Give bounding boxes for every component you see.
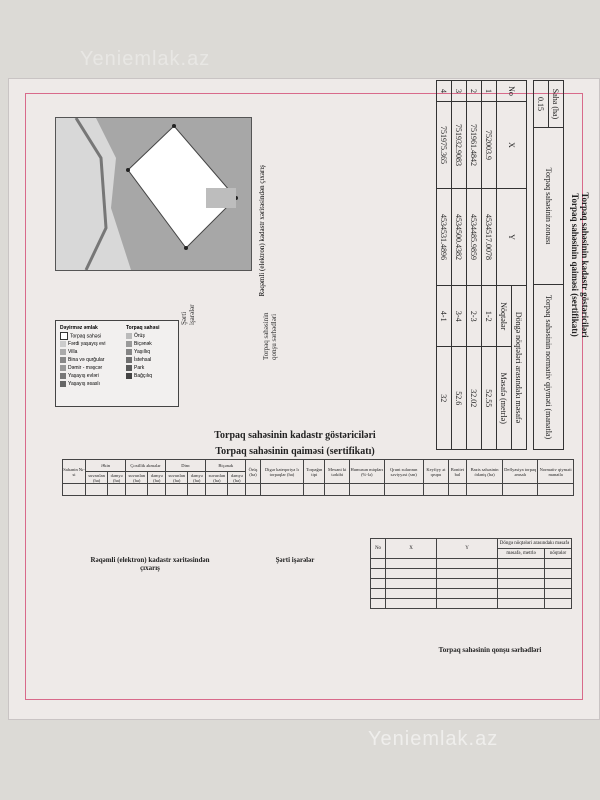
watermark-bottom: Yeniemlak.az — [368, 728, 499, 750]
rotated-title-1: Torpaq sahəsinin kadastr göstəriciləri — [580, 192, 590, 338]
legend-label: Örüş — [134, 333, 145, 339]
distance-header: Döngə nöqtələri arasındakı məsafə — [512, 286, 527, 450]
row-y: 4534485.9859 — [467, 189, 482, 286]
row-distance: 32.02 — [467, 347, 482, 450]
sub-irrigated: suvarılan (ha) — [166, 472, 188, 484]
row-no: 1 — [482, 81, 497, 102]
watermark-top: Yeniemlak.az — [80, 48, 211, 70]
legend-item — [60, 372, 106, 380]
turn-sub-distance: məsafə, metrlə — [498, 549, 545, 559]
legend-item — [60, 380, 106, 388]
row-points: 4-1 — [437, 286, 452, 347]
col-humus: Humusun miqdarı (%-lə) — [350, 460, 384, 484]
table-row — [482, 81, 497, 450]
legend-item — [126, 332, 160, 340]
distance-meters-header: Məsafə (metrlə) — [497, 347, 512, 450]
col-coxillik: Çoxillik əkmələr — [126, 460, 166, 472]
legend-item — [60, 348, 106, 356]
table-row — [371, 569, 572, 579]
col-basis: Bazis sahəsinin ödəniş (ha) — [466, 460, 502, 484]
col-bicenek: Biçənək — [206, 460, 246, 472]
row-y: 4534531.4896 — [437, 189, 452, 286]
legend-label: Bina və qurğular — [68, 357, 105, 364]
coordinates-table — [436, 80, 527, 450]
upright-title-2: Torpaq sahəsinin qaiməsi (sertifikatı) — [215, 446, 375, 457]
row-x: 751932.9083 — [452, 102, 467, 189]
col-quality: Keyfiyy ət qrupu — [423, 460, 448, 484]
row-distance: 32 — [437, 347, 452, 450]
legend-label: Fərdi yaşayış evi — [68, 341, 106, 348]
table-row — [63, 484, 574, 496]
table-row — [371, 589, 572, 599]
row-points: 2-3 — [467, 286, 482, 347]
sub-irrigated: suvarılan (ha) — [206, 472, 228, 484]
border-caption-rotated: Torpaq sahəsinin qonşu sərhədləri — [262, 312, 278, 360]
map-drawing — [56, 118, 251, 270]
col-dinc: Dinc — [166, 460, 206, 472]
legend-label: Dəmir - məşcər — [68, 365, 103, 372]
map-caption-upright: Rəqəmli (elektron) kadastr xəritəsindən çıxarış — [90, 556, 210, 572]
legend-label: Biçənək — [134, 341, 152, 347]
norm-header: Torpaq sahəsinin normativ qiyməti (manatla) — [534, 285, 564, 450]
row-x: 751961.4842 — [467, 102, 482, 189]
legend-item — [60, 332, 106, 340]
legend-item — [60, 356, 106, 364]
row-no: 4 — [437, 81, 452, 102]
turn-sub-points: nöqtələr — [545, 549, 572, 559]
table-row — [371, 559, 572, 569]
map-legend — [55, 320, 179, 407]
area-table — [533, 80, 564, 450]
symbols-caption-rotated: Şərti işarələr — [180, 304, 196, 325]
table-row — [437, 81, 452, 450]
coord-header-no: No — [497, 81, 527, 102]
upright-title-1: Torpaq sahəsinin kadastr göstəriciləri — [214, 430, 376, 441]
legend-label: Yaşayış əsaslı — [68, 381, 100, 388]
col-orus: Örüş (ha) — [246, 460, 261, 484]
col-groundwater: Qrunt sularının səviyyəsi (sm) — [384, 460, 423, 484]
border-caption-upright: Torpaq sahəsinin qonşu sərhədləri — [438, 646, 542, 654]
row-points: 3-4 — [452, 286, 467, 347]
col-other: Digər kateqoriya lı torpaqlar (ha) — [260, 460, 303, 484]
row-x: 752003.9 — [482, 102, 497, 189]
coord-header-x: X — [497, 102, 527, 189]
map-caption: Rəqəmli (elektron) kadastr xəritəsindən çıxarış — [258, 165, 266, 297]
legend-item — [126, 348, 160, 356]
sub-irrigated: suvarılan (ha) — [126, 472, 148, 484]
row-distance: 52.6 — [452, 347, 467, 450]
table-row — [371, 599, 572, 609]
legend-label: Villa — [68, 349, 78, 356]
table-header-row — [63, 460, 574, 472]
col-bonitet: Bonitet bal — [448, 460, 466, 484]
legend-item — [126, 356, 160, 364]
turn-header-no: No — [371, 539, 386, 559]
row-x: 751975.365 — [437, 102, 452, 189]
legend-label: Yaşayış evləri — [68, 373, 99, 380]
coord-header-y: Y — [497, 189, 527, 286]
row-y: 4534500.4382 — [452, 189, 467, 286]
legend-label: Bağçılıq — [134, 373, 153, 379]
legend-label: Torpaq sahəsi — [70, 333, 102, 340]
row-no: 3 — [452, 81, 467, 102]
symbols-caption-upright: Şərti işarələr — [275, 556, 315, 564]
turn-header-distance: Döngə nöqtələri arasındakı məsafə — [498, 539, 572, 549]
table-row — [371, 579, 572, 589]
main-table — [62, 459, 574, 496]
legend-right-column — [126, 324, 160, 380]
col-ekin: Əkin — [86, 460, 126, 472]
area-value: 0.15 — [534, 81, 549, 128]
legend-label: Park — [134, 365, 145, 371]
turn-header-y: Y — [437, 539, 498, 559]
legend-label: Yaşıllıq — [134, 349, 151, 355]
row-points: 1-2 — [482, 286, 497, 347]
sub-rainfed: dəmyə (ha) — [188, 472, 206, 484]
col-soil-type: Torpağın tipi — [304, 460, 325, 484]
legend-item — [60, 364, 106, 372]
legend-item: Dəyirməz əmlak — [60, 325, 98, 331]
zone-header: Torpaq sahəsinin zonası — [534, 128, 564, 285]
row-no: 2 — [467, 81, 482, 102]
col-plot-no: Sahənin №-si — [63, 460, 86, 484]
col-mechanical: Mexani ki tərkibi — [325, 460, 350, 484]
legend-label: İstehsal — [134, 357, 152, 363]
sub-rainfed: dəmyə (ha) — [108, 472, 126, 484]
rotated-title-2: Torpaq sahəsinin qaiməsi (sertifikatı) — [570, 193, 580, 337]
area-header: Saha (ha) — [549, 81, 564, 128]
row-y: 4534517.0078 — [482, 189, 497, 286]
legend-left-column — [60, 324, 106, 388]
turn-points-table — [370, 538, 572, 609]
legend-item: Torpaq sahəsi — [126, 325, 160, 331]
col-deflation: Deflyasiya torpaq əmsalı — [503, 460, 538, 484]
legend-item — [126, 364, 160, 372]
table-row — [467, 81, 482, 450]
points-header: Nöqtələr — [497, 286, 512, 347]
legend-item — [60, 340, 106, 348]
table-row — [452, 81, 467, 450]
cadastral-map — [55, 117, 252, 271]
row-distance: 52.55 — [482, 347, 497, 450]
sub-rainfed: dəmyə (ha) — [228, 472, 246, 484]
sub-irrigated: suvarılan (ha) — [86, 472, 108, 484]
rotated-certificate — [436, 80, 590, 450]
legend-item — [126, 372, 160, 380]
col-normative: Normativ qiyməti manatla — [538, 460, 574, 484]
turn-header-x: X — [386, 539, 437, 559]
sub-rainfed: dəmyə (ha) — [148, 472, 166, 484]
legend-item — [126, 340, 160, 348]
